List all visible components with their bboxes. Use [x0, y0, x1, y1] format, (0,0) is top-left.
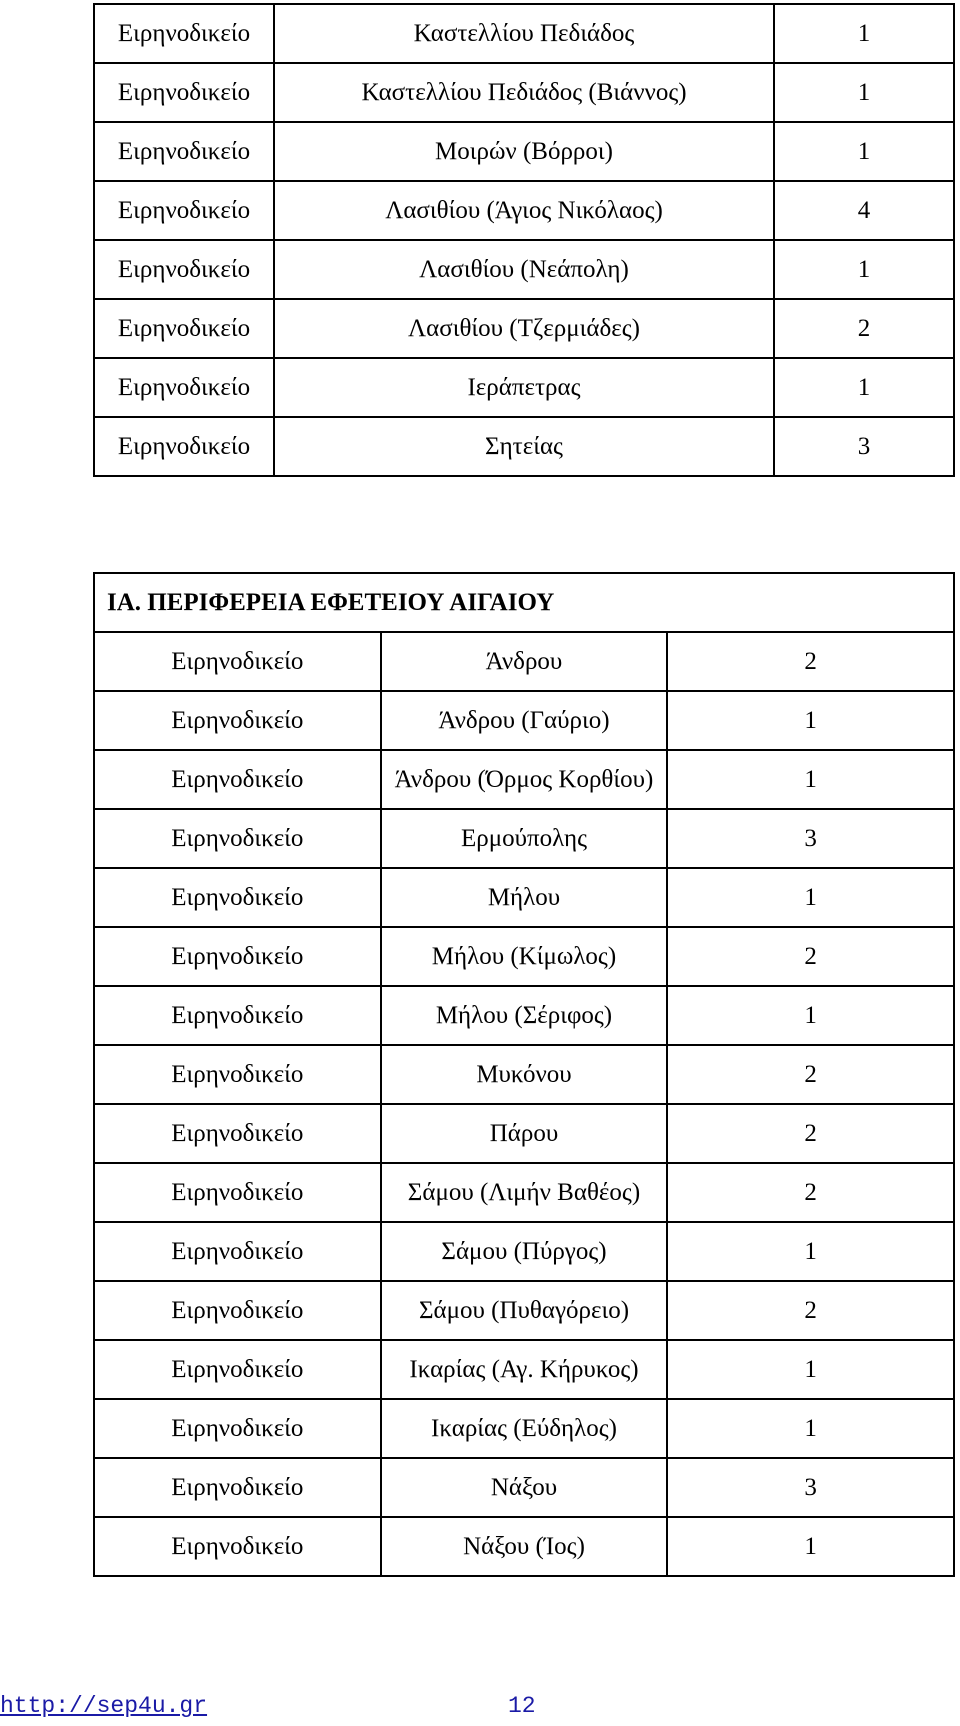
court-type-cell: Ειρηνοδικείο [94, 358, 274, 417]
table-row [94, 986, 954, 1045]
court-type-cell: Ειρηνοδικείο [94, 1340, 381, 1399]
court-count-cell: 1 [667, 1399, 954, 1458]
table-row [94, 240, 954, 299]
court-location-cell: Λασιθίου (Τζερμιάδες) [274, 299, 774, 358]
court-type-cell: Ειρηνοδικείο [94, 1281, 381, 1340]
table-row [94, 1399, 954, 1458]
court-type-cell: Ειρηνοδικείο [94, 1163, 381, 1222]
court-type-cell: Ειρηνοδικείο [94, 809, 381, 868]
table-row [94, 1281, 954, 1340]
table-row [94, 1222, 954, 1281]
court-count-cell: 1 [667, 1517, 954, 1576]
table-row [94, 1458, 954, 1517]
court-count-cell: 3 [774, 417, 954, 476]
court-location-cell: Μοιρών (Βόρροι) [274, 122, 774, 181]
court-type-cell: Ειρηνοδικείο [94, 1104, 381, 1163]
court-location-cell: Ικαρίας (Αγ. Κήρυκος) [381, 1340, 668, 1399]
table-row [94, 122, 954, 181]
court-location-cell: Νάξου [381, 1458, 668, 1517]
court-count-cell: 1 [667, 691, 954, 750]
court-type-cell: Ειρηνοδικείο [94, 299, 274, 358]
table-row [94, 691, 954, 750]
court-count-cell: 3 [667, 1458, 954, 1517]
court-type-cell: Ειρηνοδικείο [94, 122, 274, 181]
court-type-cell: Ειρηνοδικείο [94, 63, 274, 122]
court-location-cell: Μήλου (Σέριφος) [381, 986, 668, 1045]
table-row [94, 750, 954, 809]
court-count-cell: 2 [667, 632, 954, 691]
court-type-cell: Ειρηνοδικείο [94, 927, 381, 986]
table-row [94, 63, 954, 122]
court-location-cell: Άνδρου [381, 632, 668, 691]
court-type-cell: Ειρηνοδικείο [94, 750, 381, 809]
table-row [94, 4, 954, 63]
court-location-cell: Λασιθίου (Νεάπολη) [274, 240, 774, 299]
court-count-cell: 2 [667, 1281, 954, 1340]
court-location-cell: Ικαρίας (Εύδηλος) [381, 1399, 668, 1458]
court-count-cell: 2 [667, 1045, 954, 1104]
court-location-cell: Μήλου (Κίμωλος) [381, 927, 668, 986]
court-location-cell: Σάμου (Πύργος) [381, 1222, 668, 1281]
court-count-cell: 4 [774, 181, 954, 240]
court-type-cell: Ειρηνοδικείο [94, 868, 381, 927]
court-type-cell: Ειρηνοδικείο [94, 417, 274, 476]
court-location-cell: Μήλου [381, 868, 668, 927]
court-location-cell: Καστελλίου Πεδιάδος (Βιάννος) [274, 63, 774, 122]
court-count-cell: 2 [667, 927, 954, 986]
court-location-cell: Σητείας [274, 417, 774, 476]
region-heading-row [94, 573, 954, 632]
court-location-cell: Ιεράπετρας [274, 358, 774, 417]
court-type-cell: Ειρηνοδικείο [94, 1458, 381, 1517]
court-count-cell: 1 [774, 122, 954, 181]
page-number: 12 [508, 1693, 536, 1719]
courts-table-body [94, 573, 954, 1576]
court-location-cell: Σάμου (Πυθαγόρειο) [381, 1281, 668, 1340]
court-location-cell: Άνδρου (Γαύριο) [381, 691, 668, 750]
table-row [94, 1045, 954, 1104]
table-row [94, 868, 954, 927]
court-count-cell: 1 [667, 1222, 954, 1281]
court-location-cell: Ερμούπολης [381, 809, 668, 868]
courts-table-aegean [93, 572, 955, 1577]
table-row [94, 632, 954, 691]
table-row [94, 809, 954, 868]
court-location-cell: Πάρου [381, 1104, 668, 1163]
court-count-cell: 1 [774, 4, 954, 63]
table-row [94, 181, 954, 240]
court-type-cell: Ειρηνοδικείο [94, 1045, 381, 1104]
court-location-cell: Νάξου (Ίος) [381, 1517, 668, 1576]
courts-table-crete [93, 3, 955, 477]
court-type-cell: Ειρηνοδικείο [94, 240, 274, 299]
table-row [94, 358, 954, 417]
court-count-cell: 3 [667, 809, 954, 868]
table-row [94, 1517, 954, 1576]
court-type-cell: Ειρηνοδικείο [94, 4, 274, 63]
court-location-cell: Λασιθίου (Άγιος Νικόλαος) [274, 181, 774, 240]
court-type-cell: Ειρηνοδικείο [94, 1399, 381, 1458]
court-type-cell: Ειρηνοδικείο [94, 986, 381, 1045]
court-count-cell: 2 [774, 299, 954, 358]
courts-table-body [94, 4, 954, 476]
court-count-cell: 1 [774, 63, 954, 122]
court-count-cell: 1 [774, 240, 954, 299]
court-type-cell: Ειρηνοδικείο [94, 691, 381, 750]
court-count-cell: 2 [667, 1163, 954, 1222]
court-count-cell: 1 [667, 986, 954, 1045]
court-count-cell: 1 [667, 868, 954, 927]
court-count-cell: 1 [774, 358, 954, 417]
page-footer [0, 1693, 960, 1726]
table-row [94, 1163, 954, 1222]
court-location-cell: Καστελλίου Πεδιάδος [274, 4, 774, 63]
court-location-cell: Σάμου (Λιμήν Βαθέος) [381, 1163, 668, 1222]
court-type-cell: Ειρηνοδικείο [94, 1517, 381, 1576]
table-row [94, 417, 954, 476]
court-location-cell: Άνδρου (Όρμος Κορθίου) [381, 750, 668, 809]
court-count-cell: 2 [667, 1104, 954, 1163]
table-row [94, 1104, 954, 1163]
court-location-cell: Μυκόνου [381, 1045, 668, 1104]
court-count-cell: 1 [667, 1340, 954, 1399]
court-count-cell: 1 [667, 750, 954, 809]
court-type-cell: Ειρηνοδικείο [94, 1222, 381, 1281]
table-row [94, 1340, 954, 1399]
court-type-cell: Ειρηνοδικείο [94, 181, 274, 240]
region-heading: ΙΑ. ΠΕΡΙΦΕΡΕΙΑ ΕΦΕΤΕΙΟΥ ΑΙΓΑΙΟΥ [94, 573, 954, 632]
court-type-cell: Ειρηνοδικείο [94, 632, 381, 691]
table-row [94, 927, 954, 986]
footer-link[interactable]: http://sep4u.gr [0, 1693, 208, 1719]
table-row [94, 299, 954, 358]
